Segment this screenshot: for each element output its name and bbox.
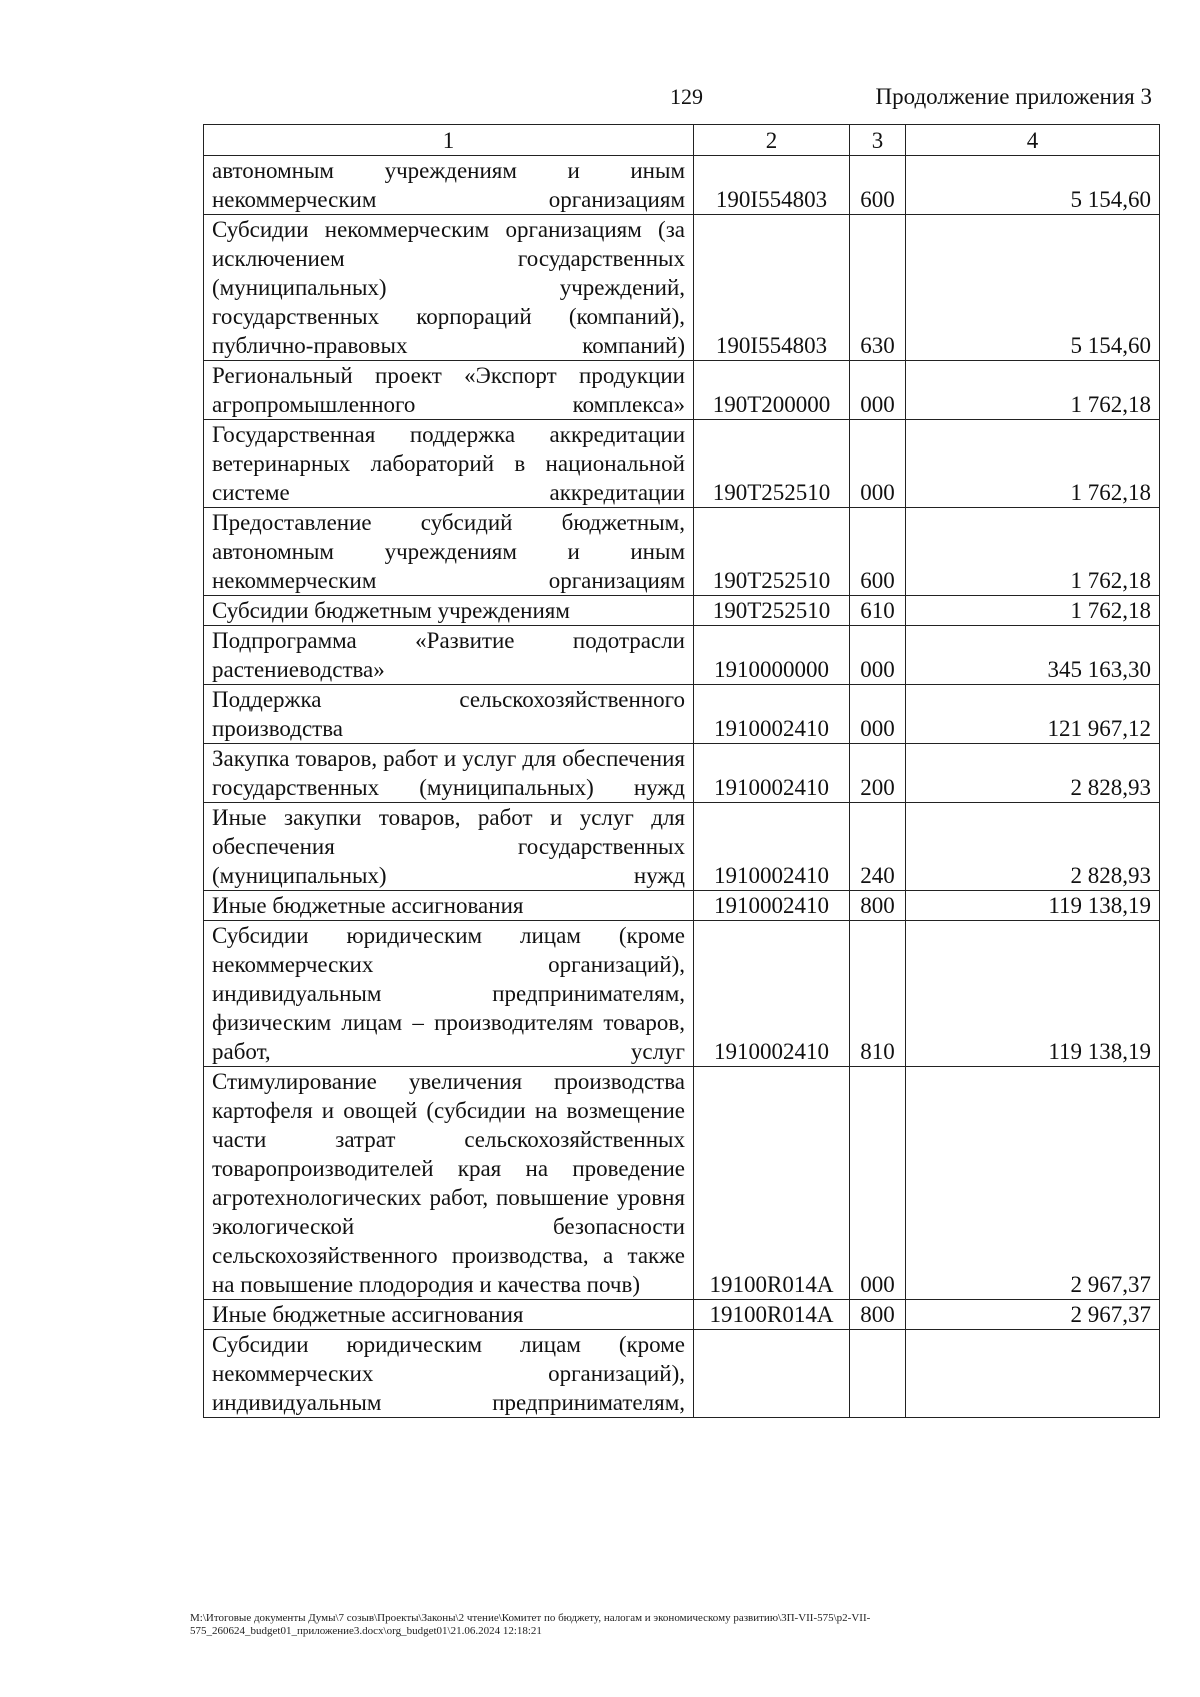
table-row	[204, 420, 1160, 508]
row-code: 190T200000	[694, 361, 850, 420]
row-name: Субсидии юридическим лицам (кроме некоммерческих организаций), индивидуальным предпринимателям,	[204, 1330, 694, 1418]
row-expense-type: 810	[850, 921, 906, 1067]
row-name: Подпрограмма «Развитие подотрасли растениеводства»	[204, 626, 694, 685]
row-expense-type: 000	[850, 420, 906, 508]
row-amount: 345 163,30	[906, 626, 1160, 685]
row-code: 1910002410	[694, 921, 850, 1067]
row-name: автономным учреждениям и иным некоммерческим организациям	[204, 156, 694, 215]
row-code: 190T252510	[694, 420, 850, 508]
row-expense-type: 610	[850, 596, 906, 626]
column-header-2: 2	[694, 125, 850, 156]
row-amount: 119 138,19	[906, 891, 1160, 921]
row-code: 1910002410	[694, 803, 850, 891]
row-amount: 2 828,93	[906, 744, 1160, 803]
table-row	[204, 803, 1160, 891]
row-expense-type: 000	[850, 361, 906, 420]
column-header-1: 1	[204, 125, 694, 156]
row-name: Субсидии юридическим лицам (кроме некоммерческих организаций), индивидуальным предпринимателям, физическим лицам – производителям товаров, работ, услуг	[204, 921, 694, 1067]
row-code: 1910002410	[694, 685, 850, 744]
column-header-3: 3	[850, 125, 906, 156]
row-name: Субсидии бюджетным учреждениям	[204, 596, 694, 626]
row-amount: 119 138,19	[906, 921, 1160, 1067]
table-row	[204, 626, 1160, 685]
row-amount: 2 828,93	[906, 803, 1160, 891]
row-code: 190I554803	[694, 156, 850, 215]
row-expense-type: 800	[850, 1300, 906, 1330]
row-name: Субсидии некоммерческим организациям (за исключением государственных (муниципальных) учреждений, государственных корпораций (компаний), публично-правовых компаний)	[204, 215, 694, 361]
row-name: Иные бюджетные ассигнования	[204, 1300, 694, 1330]
table-row	[204, 744, 1160, 803]
row-code: 190I554803	[694, 215, 850, 361]
row-name: Иные закупки товаров, работ и услуг для обеспечения государственных (муниципальных) нужд	[204, 803, 694, 891]
budget-table	[203, 124, 1160, 1418]
table-row	[204, 596, 1160, 626]
row-name: Предоставление субсидий бюджетным, автономным учреждениям и иным некоммерческим организациям	[204, 508, 694, 596]
row-expense-type: 240	[850, 803, 906, 891]
row-amount: 2 967,37	[906, 1067, 1160, 1300]
row-name: Поддержка сельскохозяйственного производства	[204, 685, 694, 744]
row-code: 1910002410	[694, 744, 850, 803]
table-row	[204, 156, 1160, 215]
row-amount	[906, 1330, 1160, 1418]
table-row	[204, 361, 1160, 420]
row-amount: 121 967,12	[906, 685, 1160, 744]
table-row	[204, 508, 1160, 596]
row-amount: 1 762,18	[906, 420, 1160, 508]
table-row	[204, 921, 1160, 1067]
table-row	[204, 215, 1160, 361]
row-expense-type	[850, 1330, 906, 1418]
row-code: 1910002410	[694, 891, 850, 921]
row-expense-type: 630	[850, 215, 906, 361]
table-header-row	[204, 125, 1160, 156]
continuation-label: Продолжение приложения 3	[875, 84, 1152, 109]
table-row	[204, 891, 1160, 921]
row-expense-type: 000	[850, 626, 906, 685]
row-amount: 5 154,60	[906, 215, 1160, 361]
row-expense-type: 600	[850, 156, 906, 215]
row-code: 19100R014A	[694, 1300, 850, 1330]
row-expense-type: 000	[850, 685, 906, 744]
row-name: Стимулирование увеличения производства картофеля и овощей (субсидии на возмещение части затрат сельскохозяйственных товаропроизводителей края на проведение агротехнологических работ, повышение уровня экологической безопасности сельскохозяйственного производства, а также на повышение плодородия и качества почв)	[204, 1067, 694, 1300]
table-row	[204, 1330, 1160, 1418]
row-amount: 1 762,18	[906, 508, 1160, 596]
row-code: 190T252510	[694, 596, 850, 626]
row-expense-type: 800	[850, 891, 906, 921]
row-code: 1910000000	[694, 626, 850, 685]
table-row	[204, 1067, 1160, 1300]
table-row	[204, 685, 1160, 744]
row-expense-type: 200	[850, 744, 906, 803]
table-row	[204, 1300, 1160, 1330]
column-header-4: 4	[906, 125, 1160, 156]
row-code: 19100R014A	[694, 1067, 850, 1300]
document-path-footer: M:\Итоговые документы Думы\7 созыв\Проекты\Законы\2 чтение\Комитет по бюджету, налогам и экономическому развитию\3П-VII-575\р2-VII-575_260624_budget01_приложение3.docx\org_budget01\21.06.2024 12:18:21	[190, 1612, 871, 1637]
row-expense-type: 600	[850, 508, 906, 596]
row-amount: 1 762,18	[906, 361, 1160, 420]
row-name: Государственная поддержка аккредитации ветеринарных лабораторий в национальной системе аккредитации	[204, 420, 694, 508]
row-amount: 2 967,37	[906, 1300, 1160, 1330]
row-name: Региональный проект «Экспорт продукции агропромышленного комплекса»	[204, 361, 694, 420]
row-code: 190T252510	[694, 508, 850, 596]
row-name: Закупка товаров, работ и услуг для обеспечения государственных (муниципальных) нужд	[204, 744, 694, 803]
row-amount: 1 762,18	[906, 596, 1160, 626]
row-name: Иные бюджетные ассигнования	[204, 891, 694, 921]
page-number: 129	[670, 84, 703, 109]
row-expense-type: 000	[850, 1067, 906, 1300]
row-amount: 5 154,60	[906, 156, 1160, 215]
row-code	[694, 1330, 850, 1418]
